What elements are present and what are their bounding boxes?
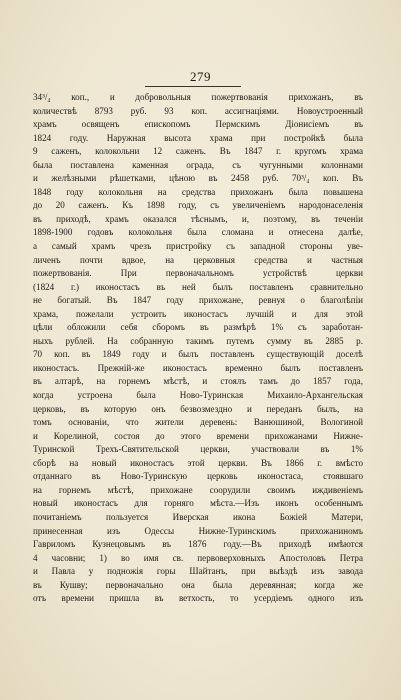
- text-line: Туринской Трехъ-Святительской церкви, участвовали въ 1%: [33, 444, 363, 455]
- text-line: была поставлена каменная ограда, съ чугунными колоннами: [33, 159, 363, 170]
- text-line: храмъ освященъ епископомъ Пермскимъ Діонисіемъ въ: [33, 119, 363, 130]
- text-line: въ алтарѣ, на горнемъ мѣстѣ, и стоялъ тамъ до 1857 года,: [33, 376, 363, 387]
- text-line: и Корелиной, состоя до этого времени прихожанами Нижне-: [33, 430, 363, 441]
- page-number-rule: [145, 86, 241, 87]
- page-number: 279: [190, 69, 211, 84]
- text-line: когда устроена была Ново-Туринская Михаило-Архангельская: [33, 390, 363, 401]
- text-line: томъ основаніи, что жители деревень: Ванюшиной, Вологиной: [33, 417, 363, 428]
- text-line: отданнаго въ Ново-Туринскую церковь иконостаса, стоявшаго: [33, 471, 363, 482]
- text-line: на горнемъ мѣстѣ, прихожане соорудили своимъ иждивеніемъ: [33, 484, 363, 495]
- text-line: новый иконостасъ для горняго мѣста.—Изъ иконъ особеннымъ: [33, 498, 363, 509]
- text-line: сборѣ на новый иконостасъ этой церкви. Въ 1866 г. вмѣсто: [33, 457, 363, 468]
- body-text: [33, 91, 363, 606]
- text-line: иконостасъ. Прежній-же иконостасъ временно былъ поставленъ: [33, 362, 363, 373]
- text-line: въ Кушву; первоначально она была деревянная; когда же: [33, 579, 363, 590]
- text-line: не богатый. Въ 1847 году прихожане, ревнуя о благолѣпіи: [33, 295, 363, 306]
- text-line: (1824 г.) иконостасъ въ ней былъ поставленъ сравнительно: [33, 281, 363, 292]
- text-line: отъ времени пришла въ ветхость, то усердіемъ одного изъ: [33, 593, 363, 604]
- text-line: 34³/₄ коп., и добровольныя пожертвованія прихожанъ, въ: [33, 92, 363, 102]
- text-line: а самый храмъ чрезъ пристройку съ западной стороны уве-: [33, 241, 363, 252]
- text-line: почитаніемъ пользуется Иверская икона Божіей Матери,: [33, 511, 363, 522]
- text-line: цѣли обложили себя сборомъ въ размѣрѣ 1% съ заработан-: [33, 322, 363, 333]
- text-line: 1898-1900 годовъ колокольня была сломана и отнесена далѣе,: [33, 227, 363, 238]
- text-line: пожертвованія. При первоначальномъ устройствѣ церкви: [33, 268, 363, 279]
- text-line: принесенная изъ Одессы Нижне-Туринскимъ прихожаниномъ: [33, 525, 363, 536]
- text-line: ныхъ рублей. На собранную такимъ путемъ сумму въ 2885 р.: [33, 335, 363, 346]
- text-line: и желѣзными рѣшетками, цѣною въ 2458 руб. 70³/₄ коп. Въ: [33, 173, 363, 184]
- text-line: храма, пожелали устроить иконостасъ лучшій и для этой: [33, 308, 363, 319]
- text-line: 9 саженъ, колокольни 12 саженъ. Въ 1847 г. кругомъ храма: [33, 146, 363, 157]
- text-line: 70 коп. въ 1849 году и былъ поставленъ существующій доселѣ: [33, 349, 363, 360]
- text-line: до 20 саженъ. Къ 1898 году, съ увеличеніемъ народонаселенія: [33, 200, 363, 211]
- text-line: Гавриломъ Кузнецовымъ въ 1876 году.—Въ приходѣ имѣются: [33, 539, 363, 550]
- text-line: количествѣ 8793 руб. 93 коп. ассигнаціями. Новоустроенный: [33, 105, 363, 116]
- text-line: 1824 году. Наружная высота храма при постройкѣ была: [33, 132, 363, 143]
- text-line: въ приходѣ, храмъ оказался тѣснымъ, и, поэтому, въ теченіи: [33, 213, 363, 224]
- text-line: и Павла у подножія горы Шайтанъ, при выѣздѣ изъ завода: [33, 566, 363, 577]
- text-line: церковь, въ которую онъ безвозмездно и переданъ былъ, на: [33, 403, 363, 414]
- text-line: 4 часовни; 1) во имя св. первоверховныхъ Апостоловъ Петра: [33, 552, 363, 563]
- text-line: 1848 году колокольня на средства прихожанъ была повышена: [33, 186, 363, 197]
- text-line: личенъ почти вдвое, на церковныя средства и частныя: [33, 254, 363, 265]
